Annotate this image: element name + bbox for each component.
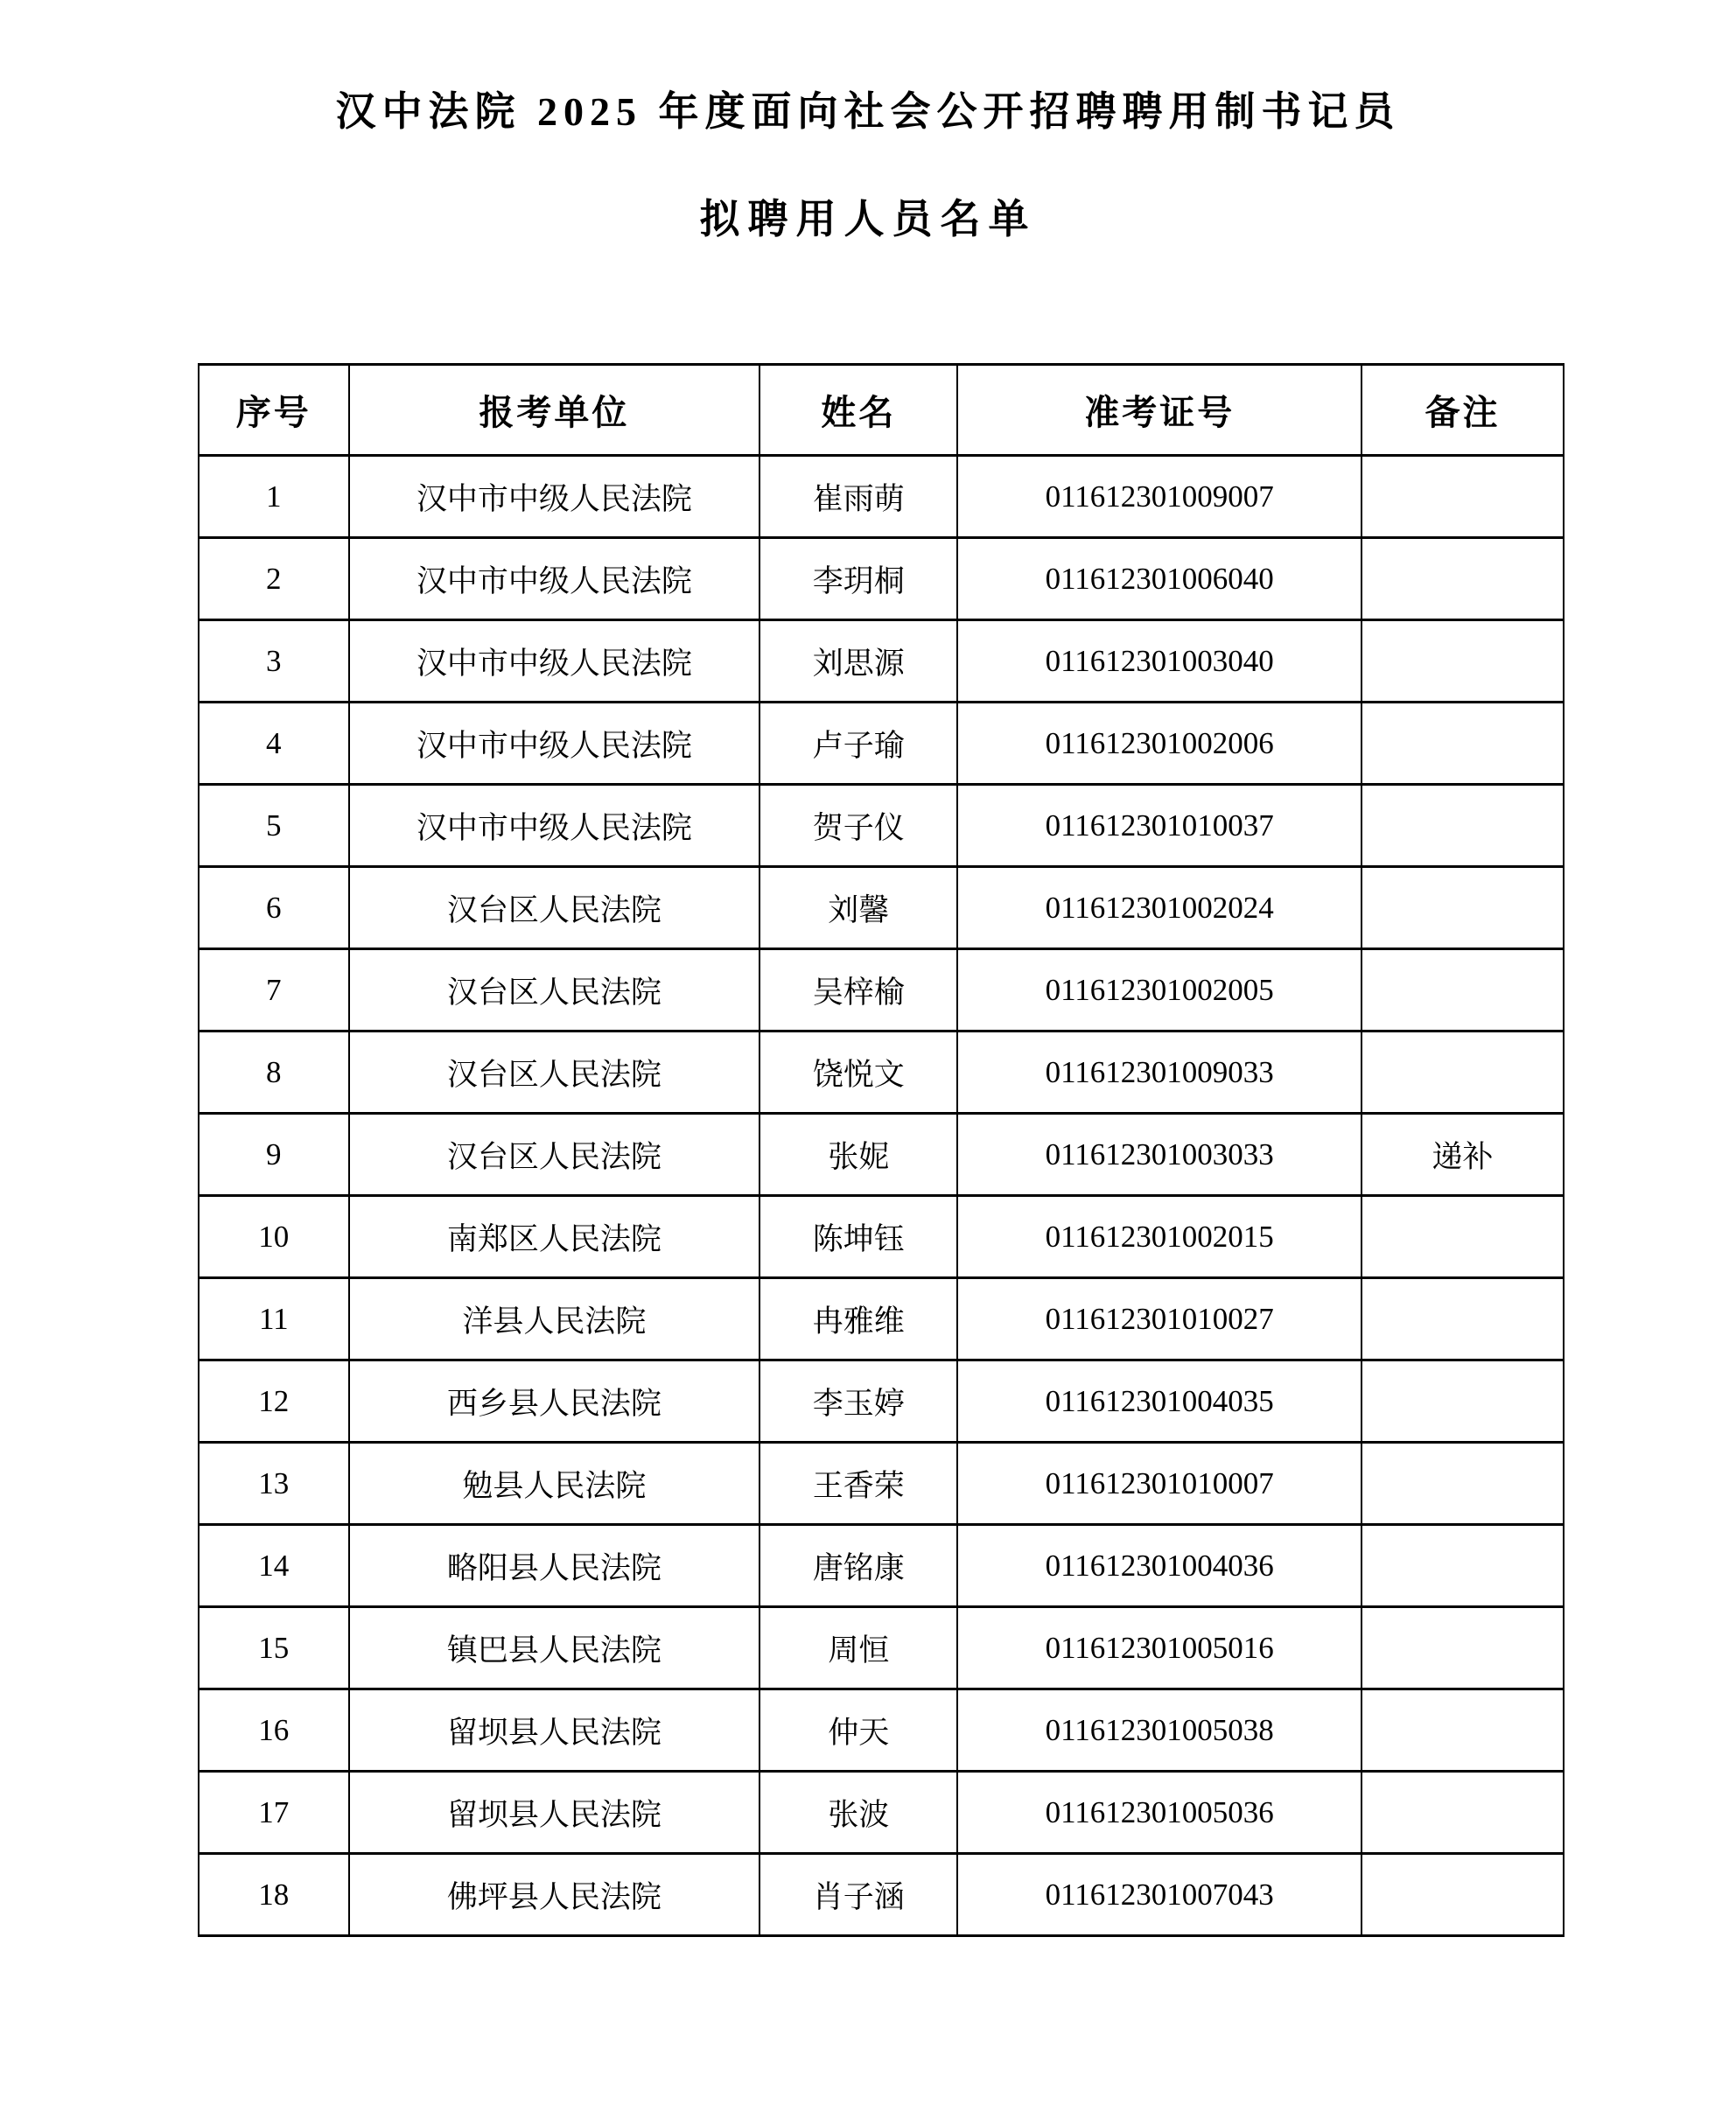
row-number-cell: 17 — [199, 1772, 349, 1854]
ticket-number-cell: 011612301002015 — [957, 1196, 1362, 1278]
remark-cell — [1362, 1607, 1564, 1689]
unit-cell: 洋县人民法院 — [349, 1278, 760, 1360]
header-applied-unit: 报考单位 — [349, 365, 760, 456]
remark-cell: 递补 — [1362, 1114, 1564, 1196]
table-row — [199, 867, 1564, 949]
unit-cell: 汉台区人民法院 — [349, 1114, 760, 1196]
table-row — [199, 1854, 1564, 1936]
ticket-number-cell: 011612301006040 — [957, 538, 1362, 620]
ticket-number-cell: 011612301003033 — [957, 1114, 1362, 1196]
unit-cell: 勉县人民法院 — [349, 1443, 760, 1525]
name-cell: 饶悦文 — [760, 1032, 957, 1114]
remark-cell — [1362, 1360, 1564, 1443]
header-name: 姓名 — [760, 365, 957, 456]
unit-cell: 略阳县人民法院 — [349, 1525, 760, 1607]
row-number-cell: 18 — [199, 1854, 349, 1936]
unit-cell: 佛坪县人民法院 — [349, 1854, 760, 1936]
table-row — [199, 785, 1564, 867]
ticket-number-cell: 011612301010037 — [957, 785, 1362, 867]
table-row — [199, 703, 1564, 785]
unit-cell: 汉台区人民法院 — [349, 867, 760, 949]
table-row — [199, 1196, 1564, 1278]
remark-cell — [1362, 949, 1564, 1032]
unit-cell: 留坝县人民法院 — [349, 1689, 760, 1772]
ticket-number-cell: 011612301004036 — [957, 1525, 1362, 1607]
remark-cell — [1362, 867, 1564, 949]
remark-cell — [1362, 1525, 1564, 1607]
table-header-row — [199, 365, 1564, 456]
unit-cell: 汉中市中级人民法院 — [349, 620, 760, 703]
remark-cell — [1362, 703, 1564, 785]
name-cell: 张波 — [760, 1772, 957, 1854]
table-row — [199, 620, 1564, 703]
ticket-number-cell: 011612301003040 — [957, 620, 1362, 703]
unit-cell: 镇巴县人民法院 — [349, 1607, 760, 1689]
table-row — [199, 1114, 1564, 1196]
ticket-number-cell: 011612301005016 — [957, 1607, 1362, 1689]
table-row — [199, 1607, 1564, 1689]
ticket-number-cell: 011612301005038 — [957, 1689, 1362, 1772]
name-cell: 冉雅维 — [760, 1278, 957, 1360]
row-number-cell: 5 — [199, 785, 349, 867]
row-number-cell: 2 — [199, 538, 349, 620]
ticket-number-cell: 011612301007043 — [957, 1854, 1362, 1936]
row-number-cell: 8 — [199, 1032, 349, 1114]
unit-cell: 汉中市中级人民法院 — [349, 785, 760, 867]
header-seq-no: 序号 — [199, 365, 349, 456]
table-row — [199, 1525, 1564, 1607]
ticket-number-cell: 011612301004035 — [957, 1360, 1362, 1443]
unit-cell: 南郑区人民法院 — [349, 1196, 760, 1278]
remark-cell — [1362, 1772, 1564, 1854]
ticket-number-cell: 011612301010007 — [957, 1443, 1362, 1525]
name-cell: 刘思源 — [760, 620, 957, 703]
unit-cell: 西乡县人民法院 — [349, 1360, 760, 1443]
ticket-number-cell: 011612301002005 — [957, 949, 1362, 1032]
name-cell: 卢子瑜 — [760, 703, 957, 785]
document-title-line2: 拟聘用人员名单 — [699, 197, 1037, 242]
ticket-number-cell: 011612301002024 — [957, 867, 1362, 949]
header-remark: 备注 — [1362, 365, 1564, 456]
name-cell: 李玥桐 — [760, 538, 957, 620]
name-cell: 周恒 — [760, 1607, 957, 1689]
name-cell: 肖子涵 — [760, 1854, 957, 1936]
name-cell: 崔雨萌 — [760, 456, 957, 538]
name-cell: 张妮 — [760, 1114, 957, 1196]
row-number-cell: 12 — [199, 1360, 349, 1443]
table-row — [199, 1360, 1564, 1443]
name-cell: 贺子仪 — [760, 785, 957, 867]
table-row — [199, 1032, 1564, 1114]
remark-cell — [1362, 1443, 1564, 1525]
row-number-cell: 10 — [199, 1196, 349, 1278]
ticket-number-cell: 011612301002006 — [957, 703, 1362, 785]
name-cell: 刘馨 — [760, 867, 957, 949]
table-row — [199, 1689, 1564, 1772]
row-number-cell: 16 — [199, 1689, 349, 1772]
header-ticket-number: 准考证号 — [957, 365, 1362, 456]
table-body — [199, 456, 1564, 1936]
name-cell: 陈坤钰 — [760, 1196, 957, 1278]
name-cell: 唐铭康 — [760, 1525, 957, 1607]
unit-cell: 汉中市中级人民法院 — [349, 703, 760, 785]
unit-cell: 汉中市中级人民法院 — [349, 456, 760, 538]
table-row — [199, 456, 1564, 538]
row-number-cell: 1 — [199, 456, 349, 538]
table-row — [199, 1443, 1564, 1525]
row-number-cell: 11 — [199, 1278, 349, 1360]
unit-cell: 汉台区人民法院 — [349, 1032, 760, 1114]
row-number-cell: 15 — [199, 1607, 349, 1689]
remark-cell — [1362, 785, 1564, 867]
table-row — [199, 1772, 1564, 1854]
unit-cell: 留坝县人民法院 — [349, 1772, 760, 1854]
remark-cell — [1362, 1278, 1564, 1360]
row-number-cell: 3 — [199, 620, 349, 703]
ticket-number-cell: 011612301010027 — [957, 1278, 1362, 1360]
row-number-cell: 4 — [199, 703, 349, 785]
remark-cell — [1362, 456, 1564, 538]
unit-cell: 汉中市中级人民法院 — [349, 538, 760, 620]
unit-cell: 汉台区人民法院 — [349, 949, 760, 1032]
row-number-cell: 7 — [199, 949, 349, 1032]
name-cell: 吴梓榆 — [760, 949, 957, 1032]
ticket-number-cell: 011612301005036 — [957, 1772, 1362, 1854]
document-title-line1: 汉中法院 2025 年度面向社会公开招聘聘用制书记员 — [335, 89, 1401, 134]
table-row — [199, 1278, 1564, 1360]
hire-roster-table — [198, 363, 1564, 1937]
row-number-cell: 9 — [199, 1114, 349, 1196]
remark-cell — [1362, 538, 1564, 620]
table-row — [199, 949, 1564, 1032]
remark-cell — [1362, 1196, 1564, 1278]
remark-cell — [1362, 1689, 1564, 1772]
row-number-cell: 13 — [199, 1443, 349, 1525]
remark-cell — [1362, 620, 1564, 703]
remark-cell — [1362, 1854, 1564, 1936]
ticket-number-cell: 011612301009007 — [957, 456, 1362, 538]
name-cell: 王香荣 — [760, 1443, 957, 1525]
remark-cell — [1362, 1032, 1564, 1114]
ticket-number-cell: 011612301009033 — [957, 1032, 1362, 1114]
table-row — [199, 538, 1564, 620]
name-cell: 仲天 — [760, 1689, 957, 1772]
name-cell: 李玉婷 — [760, 1360, 957, 1443]
row-number-cell: 6 — [199, 867, 349, 949]
row-number-cell: 14 — [199, 1525, 349, 1607]
